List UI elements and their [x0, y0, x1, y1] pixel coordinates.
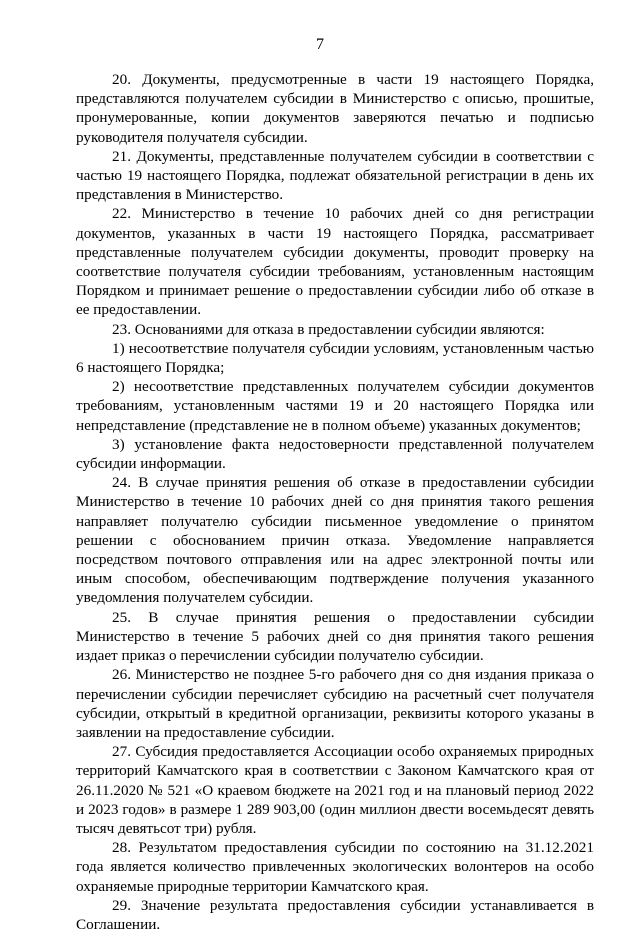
paragraph-27: 27. Субсидия предоставляется Ассоциации особо охраняемых природных территорий Камчатского края в соответствии с Законом Камчатского края от 26.11.2020 № 521 «О краевом бюджете на 2021 год и на плановый период 2022 и 2023 годов» в размере 1 289 903,00 (один миллион двести восемьдесят девять тысяч девятьсот три) рубля.: [76, 743, 594, 837]
paragraph-24: 24. В случае принятия решения об отказе в предоставлении субсидии Министерство в течение 10 рабочих дней со дня принятия такого решения направляет получателю субсидии письменное уведомление о принятом решении с обоснованием причин отказа. Уведомление направляется посредством почтового отправления или на адрес электронной почты или иным способом, обеспечивающим подтверждение получения указанного уведомления получателем субсидии.: [76, 474, 594, 607]
paragraph-26: 26. Министерство не позднее 5-го рабочего дня со дня издания приказа о перечислении субсидии перечисляет субсидию на расчетный счет получателя субсидии, открытый в кредитной организации, реквизиты которого указаны в заявлении на предоставление субсидии.: [76, 666, 594, 741]
paragraph-23-item-3: 3) установление факта недостоверности представленной получателем субсидии информации.: [76, 435, 594, 473]
paragraph-28: 28. Результатом предоставления субсидии по состоянию на 31.12.2021 года является количество привлеченных экологических волонтеров на особо охраняемые природные территории Камчатского края.: [76, 839, 594, 895]
paragraph-29: 29. Значение результата предоставления субсидии устанавливается в Соглашении.: [76, 896, 594, 933]
paragraph-20: 20. Документы, предусмотренные в части 19 настоящего Порядка, представляются получателем субсидии в Министерство с описью, прошитые, пронумерованные, копии документов заверяются печатью и подписью руководителя получателя субсидии.: [76, 71, 594, 146]
page-number: 7: [316, 36, 324, 53]
paragraph-23-item-1: 1) несоответствие получателя субсидии условиям, установленным частью 6 настоящего Порядка;: [76, 339, 594, 377]
paragraph-21: 21. Документы, представленные получателем субсидии в соответствии с частью 19 настоящего Порядка, подлежат обязательной регистрации в день их представления в Министерство.: [76, 147, 594, 204]
paragraph-22: 22. Министерство в течение 10 рабочих дней со дня регистрации документов, указанных в части 19 настоящего Порядка, рассматривает представленные получателем субсидии документы, проводит проверку на соответствие получателя субсидии требованиям, установленным настоящим Порядком и принимает решение о предоставлении субсидии либо об отказе в ее предоставлении.: [76, 205, 594, 319]
paragraph-25: 25. В случае принятия решения о предоставлении субсидии Министерство в течение 5 рабочих дней со дня принятия такого решения издает приказ о перечислении субсидии получателю субсидии.: [76, 608, 594, 665]
paragraph-23-item-2: 2) несоответствие представленных получателем субсидии документов требованиям, установленным частями 19 и 20 настоящего Порядка или непредставление (представление не в полном объеме) указанных документов;: [76, 378, 594, 434]
paragraph-23: 23. Основаниями для отказа в предоставлении субсидии являются:: [112, 320, 545, 338]
document-body: [76, 70, 594, 934]
